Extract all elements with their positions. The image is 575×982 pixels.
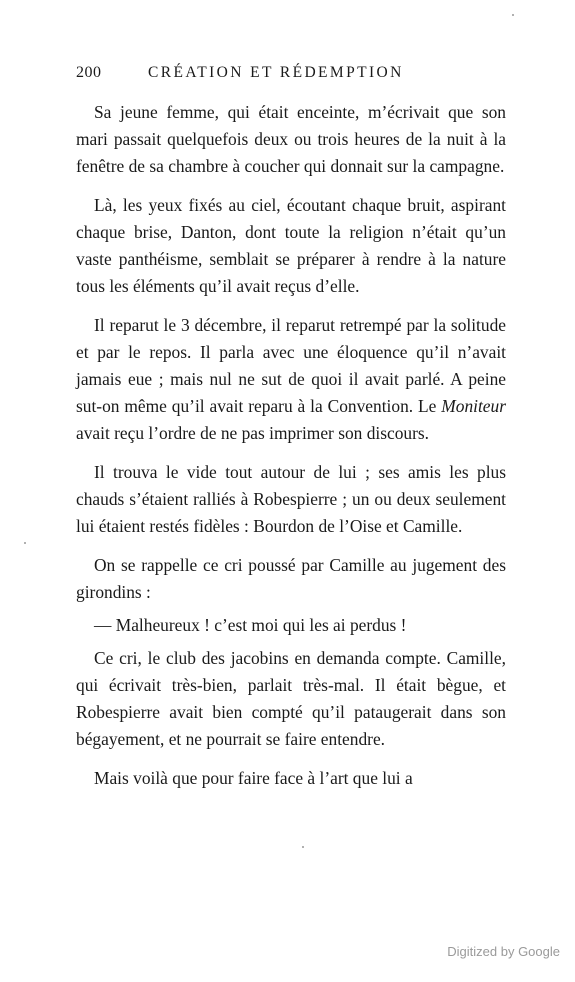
paragraph: Il trouva le vide tout autour de lui ; ses amis les plus chauds s’étaient ralliés à Robespierre ; un ou deux seulement lui étaient restés fidèles : Bourdon de l’Oise et Camille. — [76, 462, 506, 536]
paper-speck — [302, 846, 304, 848]
newspaper-title: Moniteur — [441, 396, 506, 416]
paragraph-text: Il reparut le 3 décembre, il reparut retrempé par la solitude et par le repos. Il parla avec une éloquence qu’il n’avait jamais eue ; mais nul ne sut de quoi il avait parlé. A peine sut-on même qu’il avait reparu à la Convention. Le — [76, 315, 506, 416]
body-text — [76, 99, 506, 792]
page-number: 200 — [76, 64, 102, 81]
quotation: — Malheureux ! c’est moi qui les ai perdus ! — [94, 615, 407, 635]
paper-speck — [24, 542, 26, 544]
paragraph: On se rappelle ce cri poussé par Camille au jugement des girondins : — [76, 555, 506, 602]
paragraph: Mais voilà que pour faire face à l’art que lui a — [94, 768, 413, 788]
running-title: CRÉATION ET RÉDEMPTION — [148, 64, 404, 81]
digitized-watermark: Digitized by Google — [447, 944, 560, 959]
paragraph-text: avait reçu l’ordre de ne pas imprimer son discours. — [76, 423, 430, 443]
paragraph — [76, 312, 506, 447]
paragraph: Ce cri, le club des jacobins en demanda compte. Camille, qui écrivait très-bien, parlait très-mal. Il était bègue, et Robespierre avait bien compté qu’il pataugerait dans son bégayement, et ne pourrait se faire entendre. — [76, 648, 506, 749]
paragraph: Là, les yeux fixés au ciel, écoutant chaque bruit, aspirant chaque brise, Danton, dont toute la religion n’était qu’un vaste panthéisme, semblait se préparer à rendre à la nature tous les éléments qu’il avait reçus d’elle. — [76, 195, 506, 296]
paragraph: Sa jeune femme, qui était enceinte, m’écrivait que son mari passait quelquefois deux ou trois heures de la nuit à la fenêtre de sa chambre à coucher qui donnait sur la campagne. — [76, 102, 506, 176]
paper-speck — [512, 14, 514, 16]
